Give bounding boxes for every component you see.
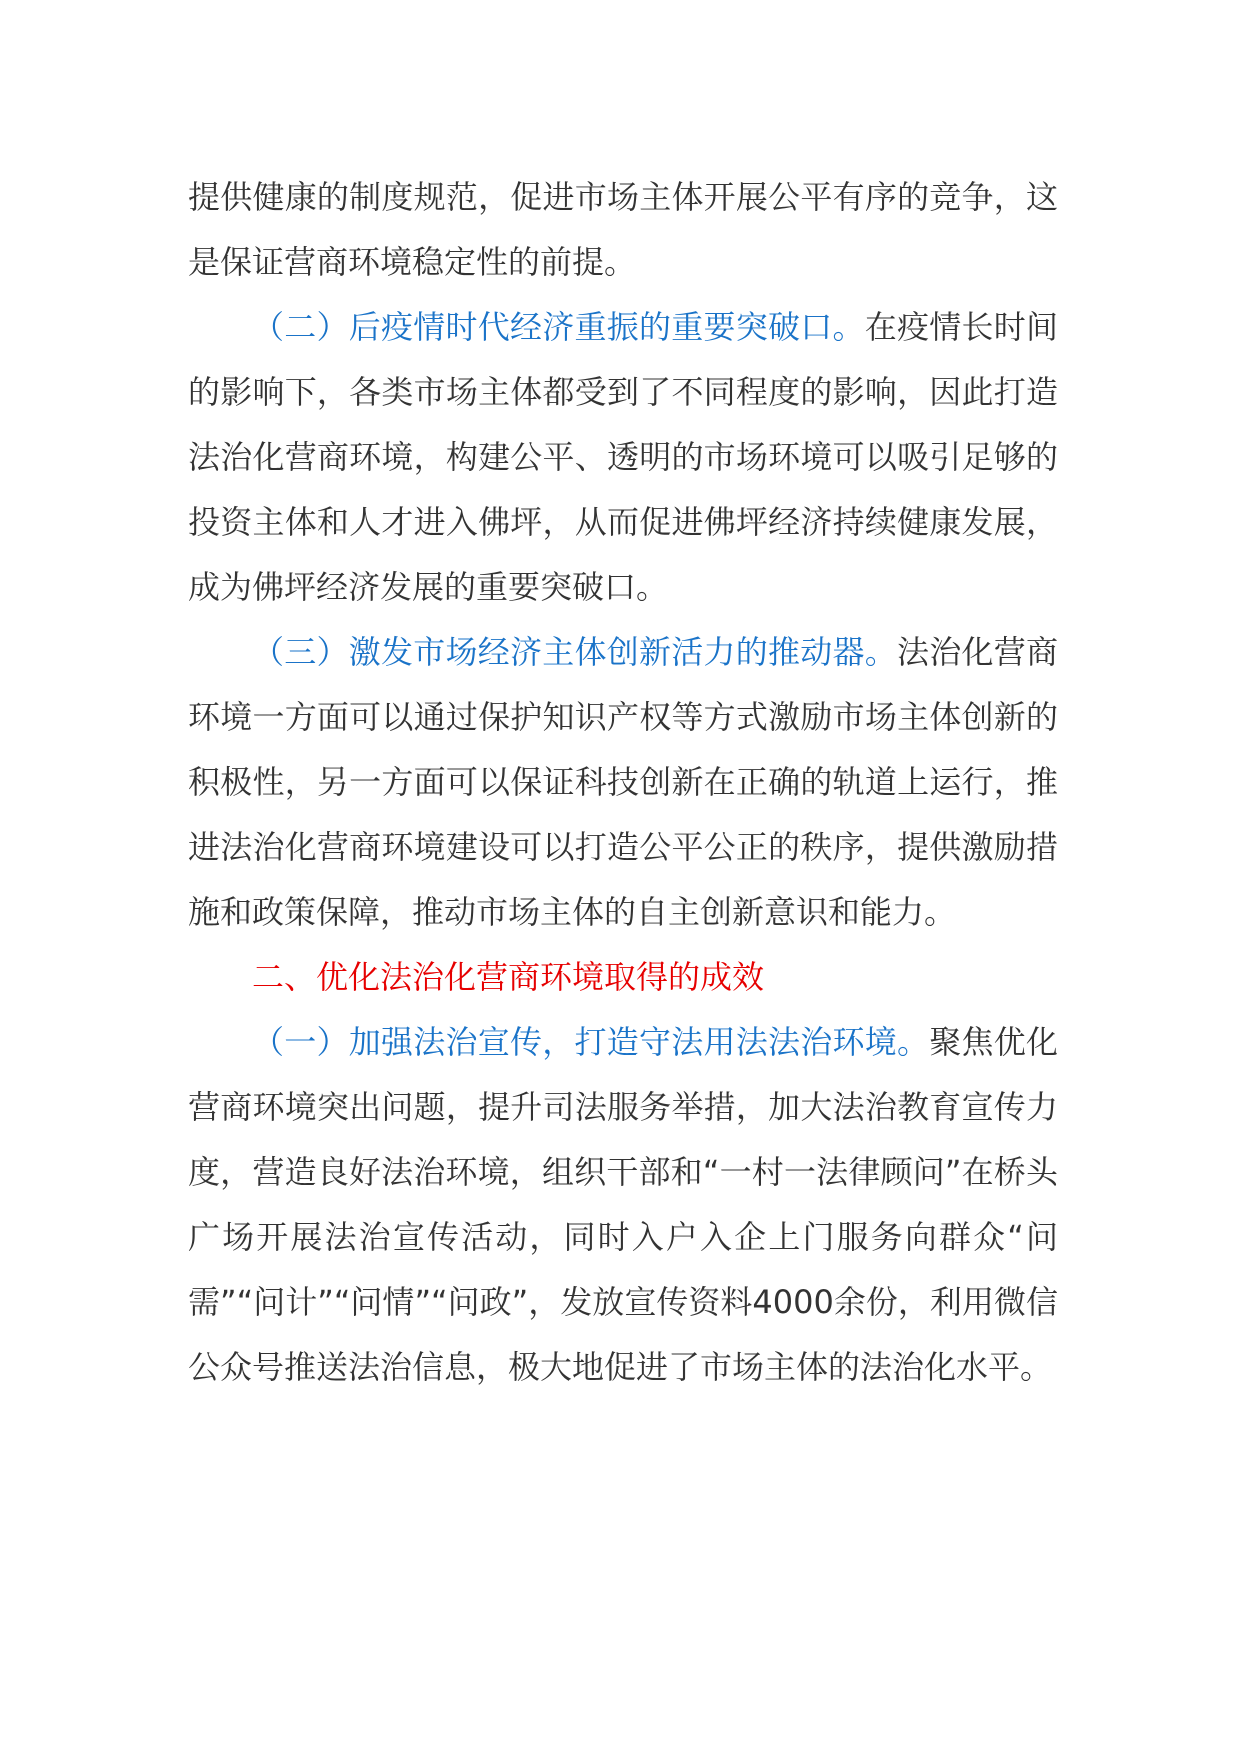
sub-heading-1-3: （三）激发市场经济主体创新活力的推动器。 bbox=[252, 633, 897, 671]
paragraph-section-1-2 bbox=[188, 295, 1058, 620]
paragraph-section-2-1 bbox=[188, 1010, 1058, 1400]
paragraph-text: 法治化营商环境一方面可以通过保护知识产权等方式激励市场主体创新的积极性，另一方面可以保证科技创新在正确的轨道上运行，推进法治化营商环境建设可以打造公平公正的秩序，提供激励措施和政策保障，推动市场主体的自主创新意识和能力。 bbox=[188, 633, 1058, 931]
paragraph-section-1-3 bbox=[188, 620, 1058, 945]
paragraph-continuation bbox=[188, 165, 1058, 295]
section-heading-2: 二、优化法治化营商环境取得的成效 bbox=[252, 958, 765, 996]
sub-heading-2-1: （一）加强法治宣传，打造守法用法法治环境。 bbox=[252, 1023, 930, 1061]
paragraph-text: 在疫情长时间的影响下，各类市场主体都受到了不同程度的影响，因此打造法治化营商环境，构建公平、透明的市场环境可以吸引足够的投资主体和人才进入佛坪，从而促进佛坪经济持续健康发展，成为佛坪经济发展的重要突破口。 bbox=[188, 308, 1058, 606]
document-page bbox=[188, 165, 1058, 1400]
paragraph-text: 提供健康的制度规范，促进市场主体开展公平有序的竞争，这是保证营商环境稳定性的前提。 bbox=[188, 178, 1058, 281]
paragraph-text: 聚焦优化营商环境突出问题，提升司法服务举措，加大法治教育宣传力度，营造良好法治环境，组织干部和“一村一法律顾问”在桥头广场开展法治宣传活动，同时入户入企上门服务向群众“问需”“问计”“问情”“问政”，发放宣传资料4000余份，利用微信公众号推送法治信息，极大地促进了市场主体的法治化水平。 bbox=[188, 1023, 1058, 1386]
sub-heading-1-2: （二）后疫情时代经济重振的重要突破口。 bbox=[252, 308, 865, 346]
